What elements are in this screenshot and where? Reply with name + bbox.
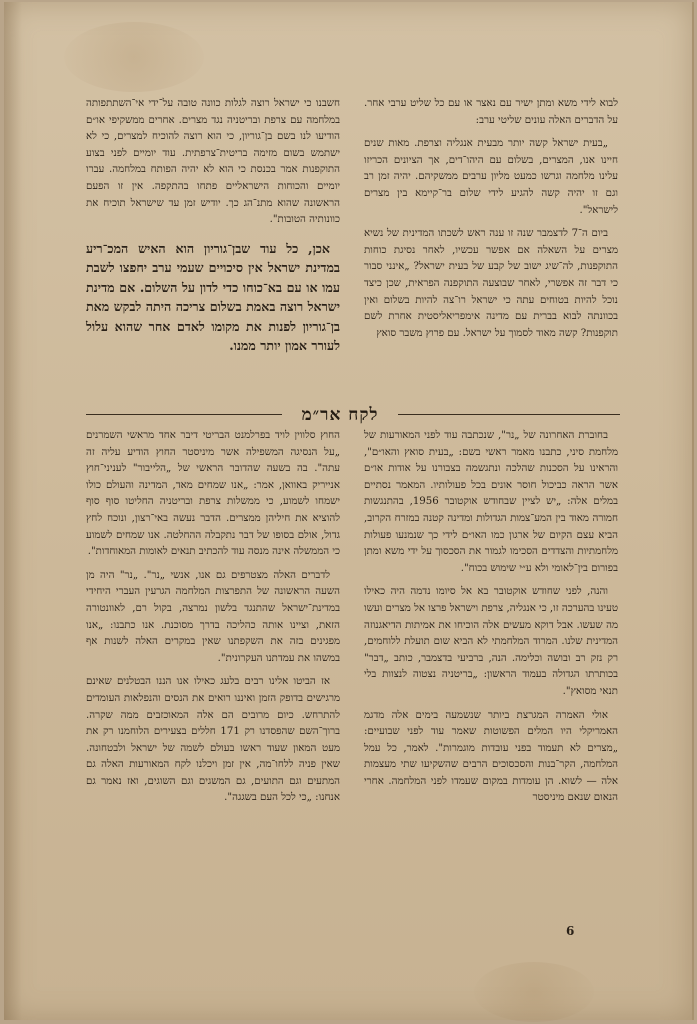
heading-rule-right <box>398 414 620 415</box>
page-number: 6 <box>566 924 575 938</box>
paper-stain <box>474 962 594 1022</box>
paper-stain <box>64 22 204 92</box>
paragraph: „בעית ישראל קשה יותר מבעית אנגליה וצרפת. מאות שנים חיינו אנו, המצרים, בשלום עם היהו־דים, אך הציונים הכריזו עלינו מלחמה וגרשו כמעט מליון ערבים ממשקיהם. יהיה זמן רב וגם זו יהיה קשה להגיע לידי שלום בר־קיימא בין מצרים לישראל". <box>364 138 618 216</box>
binding-shadow <box>4 2 22 1020</box>
paragraph: לבוא לידי משא ומתן ישיר עם נאצר או עם כל שליט ערבי אחר. על הדברים האלה עונים שליטי ערב: <box>364 98 618 126</box>
paragraph: לדברים האלה מצטרפים גם אנו, אנשי „נר". „נר" היה מן השעה הראשונה של התפרצות המלחמה הגרעין העברי היחידי במדינת־ישראל שהתנגד בלשון נמרצה, בקול רם, לאוונטורה הזאת, וציינו אותה כהליכה בדרך מסוכנת. אנו כתבנו: „אנו מפגינים בזה את השקפתנו שאין במקרים האלה לשנות אף במשהו את עמדתנו העקרונית". <box>86 569 340 664</box>
paragraph: אז הביטו אלינו רבים בלעג כאילו אנו הננו הבטלנים שאינם מרגישים בדופק הזמן ואיננו רואים את הנסים והנפלאות העומדים להתרחש. כיום מרובים הם אלה המאוכזבים ממה שקרה. ברוך־השם שהפסדנו רק 171 חללים בצעירים הלוחמנו רק את מעט המאון שעוד ראשו בעולם לשמה של ישראל ולבטחונה. שאין פניה ללחו־מה, אין זמן ויכלנו לקח המאורעות האלה גם המתעים וגם התועים, גם המשגים וגם השוגים, ואז נאמר גם אנחנו: „כי לכל העם בשגגה". <box>86 676 340 804</box>
paragraph: חשבנו כי ישראל רוצה לגלות כוונה טובה על־ידי אי־השתתפותה במלחמה עם צרפת ובריטניה נגד מצרים. אחרים ממשקיפי או״ם הודיעו לנו בשם בן־גוריון, כי הוא רוצה להוכיח למצרים, כי לא ישתמש בשום מזימה בריטית־צרפתית. עוד יומיים לפני בצוע התוקפנות אמר בכנסת כי הוא לא יהיה הפותח במלחמה. עברו יומיים והכוחות הישראליים פתחו בהתקפה. אין זו הפעם הראשונה שהוא מתנ־הג כך. יודיש זמן עד שישראל תוכיח את כוונותיה הטובות". <box>86 98 340 226</box>
paragraph: אולי האמרה המגרצת ביותר שנשמעה בימים אלה מדגמ האמריקלי היו המלים הפשוטות שאמר עוד לפני שבועיים: „מצרים לא תעמוד בפני עובדות מוגמרות". לאמר, כל עמל המלחמה, הקר־בנות והסכסוכים הרבים שהשקיעו שתי מעצמות אלה — לשוא. הן עומדות במקום שעמדו לפני המלחמה. אחרי הנאום שנאם מיניסטר <box>364 709 618 804</box>
column-left-top <box>86 96 340 363</box>
column-left-bottom <box>86 428 340 814</box>
section-title: לקח אר״מ <box>301 405 379 425</box>
paragraph: והנה, לפני שחודש אוקטובר בא אל סיומו נדמה היה כאילו טעינו בהערכה זו, כי אנגליה, צרפת וישראל פרצו אל מצרים ועשו מה שעשו. אבל דוקא מעשים אלה הוכיחו את אמיתות הדיאגנוזה המדינית שלנו. המרוד המלחמתי לא הביא שום תועלת ללוחמים, רק נזק רב ובושה וכלימה. הנה, ברביעי בדצמבר, כותב „דבר" בכותרתו הגדולה בעמוד הראשון: „בריטניה נצטוה לנצוות בלי תנאי מסואץ". <box>364 586 618 697</box>
paragraph: בחוברת האחרונה של „נר", שנכתבה עוד לפני המאורעות של מלחמת סיני, כתבנו מאמר ראשי בשם: „בעית סואץ והאו״ם", והראינו על הסכנות שהלכה ונתגשמה בצבורנו על אודות או״ם אשר הראה כביכול חוסר אונים בכל פעולותיו. המאמר נסתיים במלים אלה: „יש לציין שבחודש אוקטובר 1956, בהתנגשות חמורה מאוד בין המע־צמות הגדולות ומדינה קטנה במזרח הקרוב, הביא עצם הקיום של ארגון כמו האו״ם לידי כך שנמנעו פעולות מלחמתיות והצדדים הסכימו לגמור את הסכסוך על ידי משא ומתן בפורום בין־לאומי ולא ע״י שימוש בכוח". <box>364 430 618 574</box>
column-right-top <box>364 96 618 349</box>
column-right-bottom <box>364 428 618 814</box>
heading-rule-left <box>86 414 282 415</box>
paragraph: ביום ה־7 לדצמבר שנה זו ענה ראש לשכתו המדינית של נשיא מצרים על השאלה אם אפשר עכשיו, לאחר נסיגת כוחות התוקפנות, לה־שיג ישוב של קבע של בעית ישראל? „אינני סבור כי דבר זה אפשרי, לאחר שבוצעה התוקפנה הפראית, שכן כיצד נוכל להיות בטוחים עתה כי ישראל רו־צה להיות בשלום ואין בכוונתה לבוא בברית עם מדינה אימפריאליסטית אחרת לשם תוקפנות? קשה מאוד לסמוך על ישראל. עם פרוץ משבר סואץ <box>364 228 618 339</box>
paragraph: החוץ סלווין לויד בפרלמנט הבריטי דיבר אחד מראשי השמרנים „על הנסיגה המשפילה אשר מיניסטר החוץ הודיע עליה זה עתה". בה בשעה שהדובר הראשי של „הלייבור" לעניני־חוץ אנייריק באוואן, אמר: „אנו שמחים מאד, המדינה והעולם כולו ישמחו לשמוע, כי ממשלות צרפת ובריטניה החליטו סוף סוף להוציא את חיליהן ממצרים. הדבר נעשה באי־רצון, ונוכח לחץ גדול, אולם בסופו של דבר נתקבלה ההחלטה. אנו שמחים לשמוע כי הממשלה אינה מנסה עוד להכתיב תנאים לאומות המאוחדות". <box>86 430 340 558</box>
emphasized-paragraph: אכן, כל עוד שבן־גוריון הוא האיש המכ־ריע במדינת ישראל אין סיכויים שעמי ערב יחפצו לשבת עמו או עם בא־כוחו כדי לדון על השלום. אם מדינת ישראל רוצה באמת בשלום צריכה היתה לבקש מאת בן־גוריון לפנות את מקומו לאדם אחר שהוא עלול לעורר אמון יותר ממנו. <box>86 240 340 354</box>
